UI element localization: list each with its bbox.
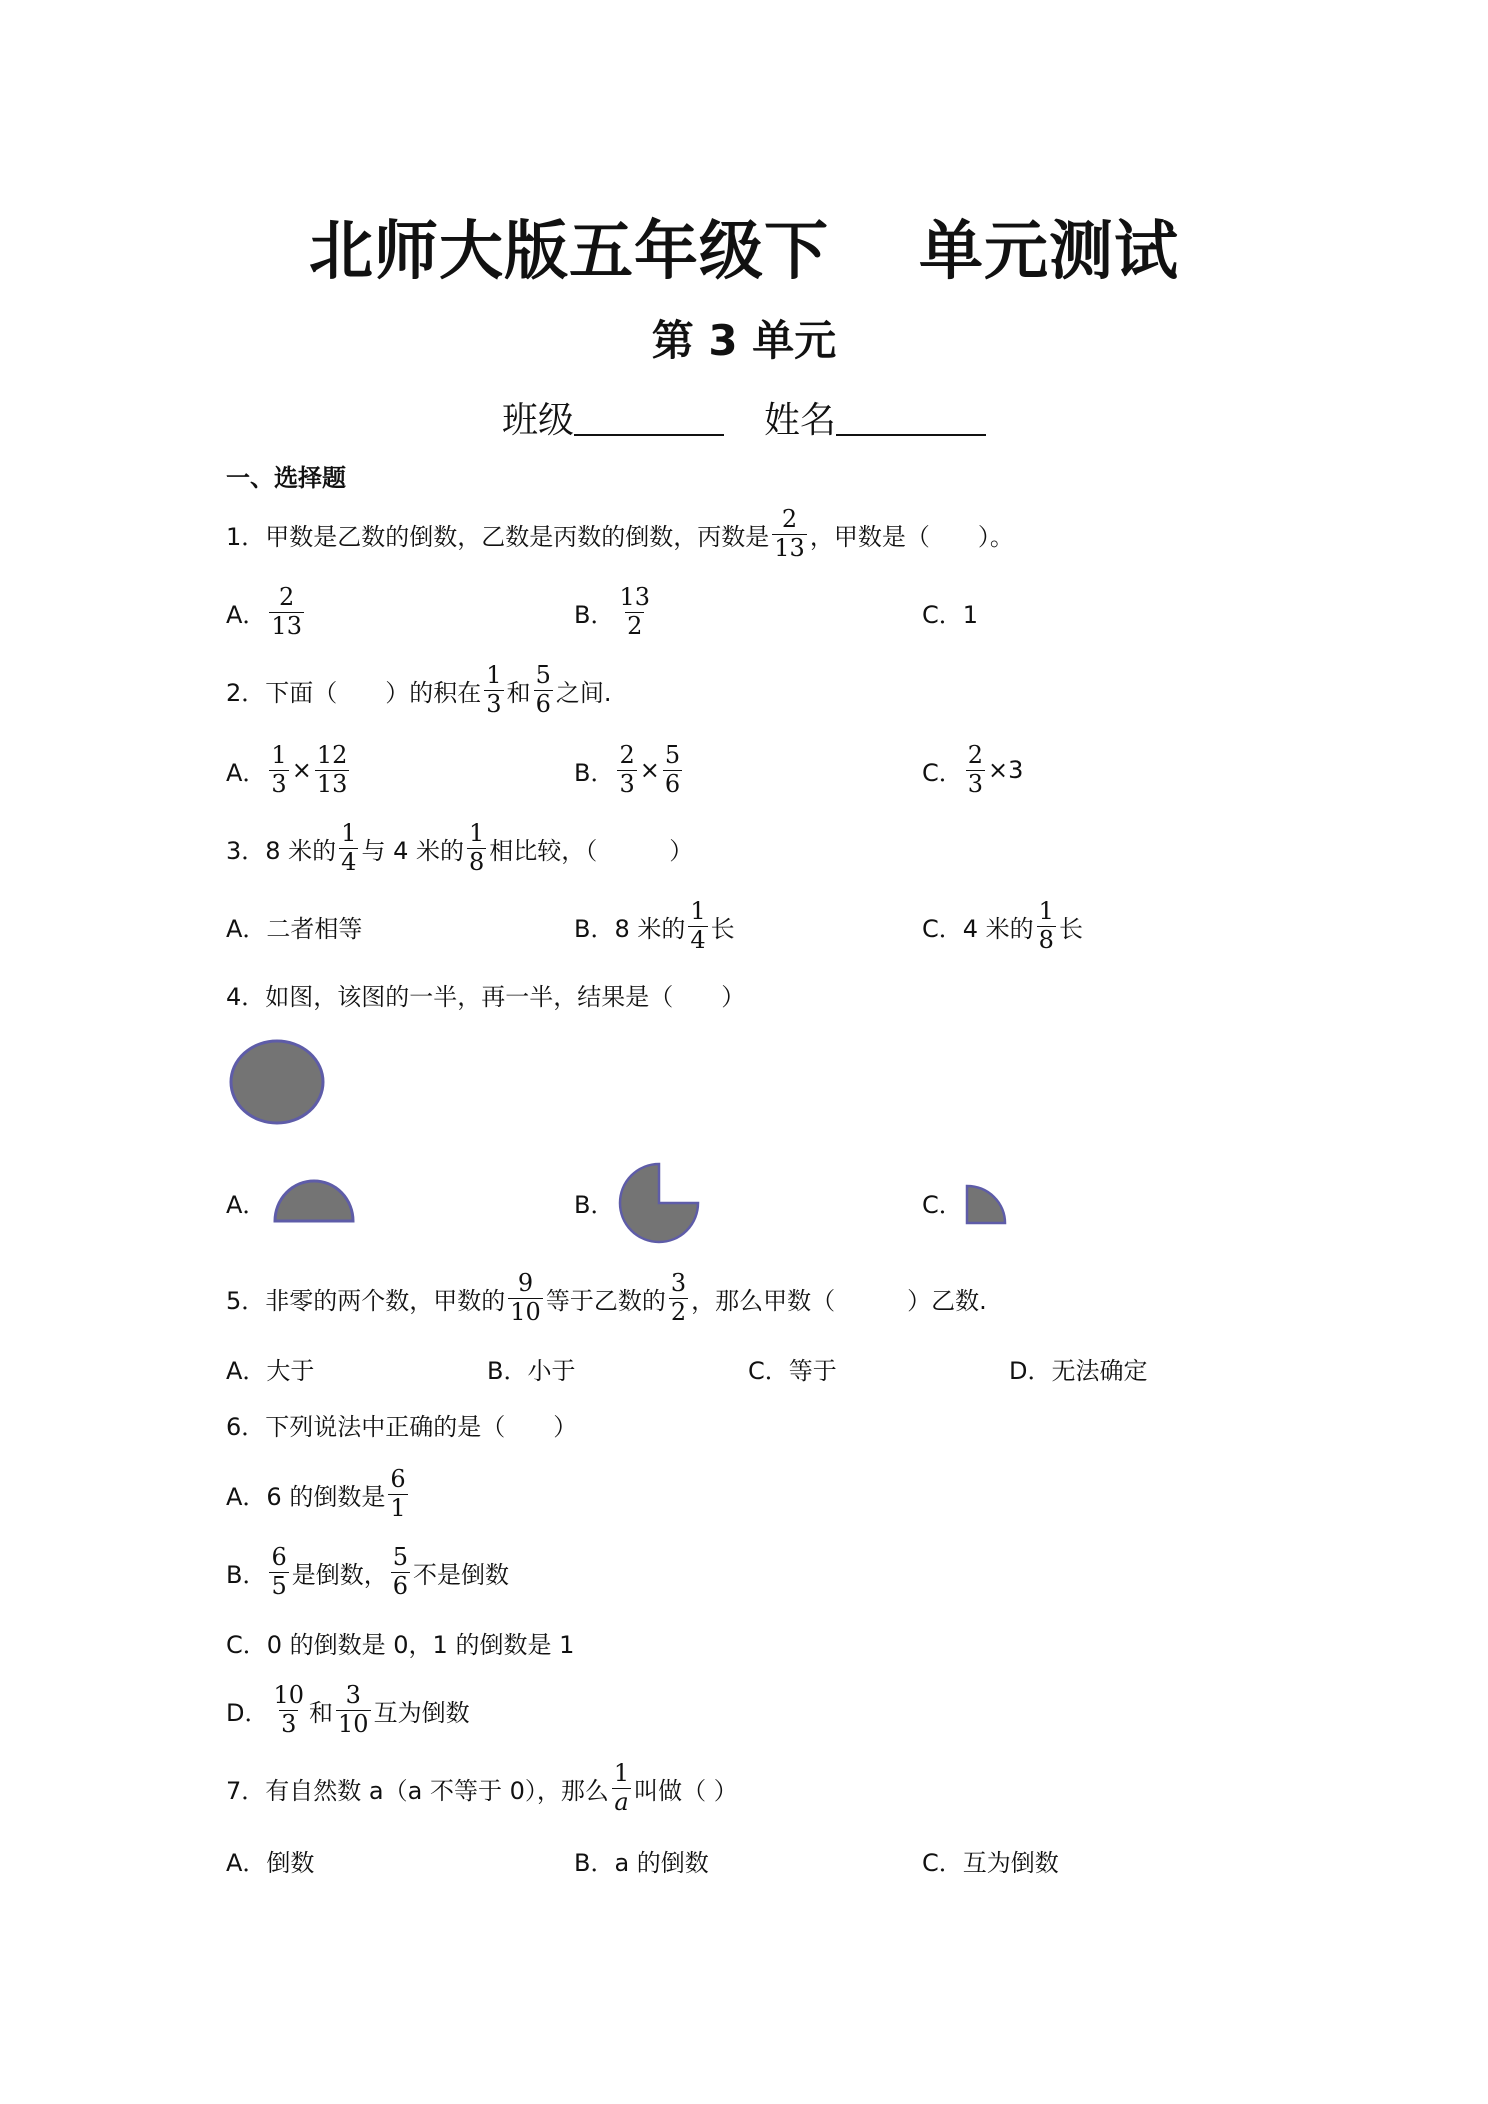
text-segment: 1．甲数是乙数的倒数，乙数是丙数的倒数，丙数是 — [226, 522, 770, 551]
text-segment: B．小于 — [487, 1356, 576, 1385]
fraction-denominator: a — [614, 1787, 629, 1816]
fraction-denominator: 13 — [774, 533, 805, 562]
fraction — [669, 1270, 688, 1326]
fraction-denominator: 10 — [510, 1297, 541, 1326]
text-segment: C．4 米的 — [922, 914, 1034, 943]
text-segment: 和 — [506, 678, 531, 707]
fraction-denominator: 13 — [316, 769, 348, 798]
text-segment: 叫做（ ） — [634, 1776, 738, 1805]
fraction-numerator: 2 — [619, 740, 635, 769]
fraction — [617, 584, 652, 640]
class-blank[interactable] — [574, 400, 724, 436]
section-heading: 一、选择题 — [226, 464, 346, 492]
text-segment: × — [291, 756, 312, 784]
fraction-denominator: 3 — [619, 769, 635, 798]
q5-option-c[interactable] — [748, 1338, 837, 1398]
question-4: 4．如图，该图的一半，再一半，结果是（ ） — [226, 982, 746, 1011]
fraction-denominator: 6 — [392, 1571, 409, 1600]
q6-option-a[interactable] — [226, 1464, 411, 1524]
fraction-numerator: 1 — [1038, 896, 1054, 925]
text-segment: 之间. — [555, 678, 612, 707]
q3-option-b[interactable] — [574, 896, 735, 956]
text-segment: B． — [226, 1560, 267, 1589]
text-segment: C． — [922, 758, 963, 787]
fraction — [467, 820, 486, 876]
q6-option-b[interactable] — [226, 1542, 509, 1602]
text-segment: C．等于 — [748, 1356, 837, 1385]
text-segment: A．二者相等 — [226, 914, 363, 943]
q7-option-a[interactable] — [226, 1830, 314, 1890]
fraction-numerator: 1 — [271, 740, 287, 769]
text-segment: 3．8 米的 — [226, 836, 337, 865]
fraction — [388, 1466, 407, 1522]
q7-option-c[interactable] — [922, 1830, 1059, 1890]
fraction-numerator: 12 — [316, 740, 348, 769]
text-segment: × — [639, 756, 660, 784]
text-segment: A． — [226, 758, 267, 787]
text-segment: 长 — [1058, 914, 1083, 943]
text-segment: A．倒数 — [226, 1848, 315, 1877]
fraction — [269, 1544, 288, 1600]
fraction — [508, 1270, 543, 1326]
fraction — [1037, 898, 1056, 954]
fraction-denominator: 8 — [1038, 925, 1054, 954]
text-segment: B．a 的倒数 — [574, 1848, 709, 1877]
fraction — [612, 1760, 631, 1816]
q3-option-a[interactable] — [226, 896, 362, 956]
q3-option-c[interactable] — [922, 896, 1083, 956]
fraction — [315, 742, 350, 798]
class-label: 班级 — [501, 400, 574, 441]
text-segment: ，甲数是（ ）。 — [809, 522, 1014, 551]
text-segment: C．1 — [922, 600, 979, 629]
text-segment: C．0 的倒数是 0，1 的倒数是 1 — [226, 1630, 575, 1659]
fraction-numerator: 13 — [619, 582, 651, 611]
fraction-numerator: 5 — [535, 660, 551, 689]
text-segment: A．大于 — [226, 1356, 315, 1385]
fraction — [484, 662, 503, 718]
fraction — [339, 820, 358, 876]
fraction-numerator: 10 — [273, 1680, 305, 1709]
fraction-numerator: 1 — [341, 818, 357, 847]
q6-option-c[interactable] — [226, 1612, 574, 1672]
text-segment: 7．有自然数 a（a 不等于 0），那么 — [226, 1776, 609, 1805]
question-6: 6．下列说法中正确的是（ ） — [226, 1412, 578, 1441]
fraction-denominator: 13 — [271, 611, 302, 640]
fraction — [534, 662, 553, 718]
name-blank[interactable] — [836, 400, 986, 436]
student-info — [0, 392, 1488, 443]
fraction-denominator: 3 — [486, 689, 502, 718]
fraction — [336, 1682, 371, 1738]
text-segment: A．6 的倒数是 — [226, 1482, 386, 1511]
fraction-denominator: 6 — [664, 769, 681, 798]
text-segment: 是倒数， — [291, 1560, 388, 1589]
text-segment: 长 — [710, 914, 735, 943]
full-circle-figure — [228, 1038, 328, 1126]
text-segment: 等于乙数的 — [545, 1286, 666, 1315]
text-segment: A． — [226, 1190, 267, 1219]
text-segment: 2．下面（ ）的积在 — [226, 678, 482, 707]
fraction-denominator: 1 — [390, 1493, 406, 1522]
fraction-denominator: 2 — [627, 611, 643, 640]
fraction-numerator: 3 — [345, 1680, 361, 1709]
fraction-numerator: 1 — [468, 818, 485, 847]
fraction — [269, 584, 304, 640]
fraction-denominator: 4 — [690, 925, 706, 954]
text-segment: B．8 米的 — [574, 914, 686, 943]
fraction-numerator: 1 — [613, 1758, 630, 1787]
q1-option-c[interactable] — [922, 582, 978, 642]
text-segment: B． — [574, 600, 615, 629]
fraction — [688, 898, 707, 954]
q2-option-a[interactable] — [226, 740, 352, 800]
fraction-numerator: 1 — [486, 660, 502, 689]
fraction-denominator: 10 — [338, 1709, 369, 1738]
text-segment: 不是倒数 — [413, 1560, 510, 1589]
page-title: 北师大版五年级下 单元测试 — [309, 215, 1179, 289]
three-quarter-circle-figure[interactable] — [616, 1160, 704, 1248]
fraction — [772, 506, 807, 562]
fraction — [271, 1682, 306, 1738]
fraction-denominator: 4 — [341, 847, 357, 876]
q1-option-b[interactable] — [574, 582, 655, 642]
q7-option-b[interactable] — [574, 1830, 709, 1890]
text-segment: 和 — [309, 1698, 334, 1727]
question-7 — [226, 1758, 738, 1818]
question-2 — [226, 660, 611, 720]
text-segment: B． — [574, 1190, 615, 1219]
fraction-denominator: 3 — [967, 769, 984, 798]
text-segment: D． — [226, 1698, 269, 1727]
text-segment: 相比较，（ ） — [489, 836, 694, 865]
fraction-denominator: 3 — [281, 1709, 297, 1738]
fraction-numerator: 3 — [670, 1268, 687, 1297]
text-segment: C． — [922, 1190, 963, 1219]
fraction-numerator: 5 — [392, 1542, 409, 1571]
fraction-denominator: 5 — [271, 1571, 287, 1600]
text-segment: 互为倒数 — [373, 1698, 470, 1727]
name-label: 姓名 — [764, 400, 837, 441]
q1-option-a[interactable] — [226, 582, 307, 642]
q5-option-a[interactable] — [226, 1338, 314, 1398]
q2-option-c[interactable] — [922, 740, 1023, 800]
text-segment: C．互为倒数 — [922, 1848, 1059, 1877]
fraction-numerator: 2 — [781, 504, 798, 533]
fraction-denominator: 3 — [271, 769, 287, 798]
fraction — [391, 1544, 410, 1600]
fraction — [617, 742, 636, 798]
unit-subtitle: 第 3 单元 — [651, 316, 837, 365]
fraction-numerator: 1 — [690, 896, 706, 925]
text-segment: A． — [226, 600, 267, 629]
fraction-numerator: 9 — [517, 1268, 534, 1297]
fraction-numerator: 2 — [279, 582, 295, 611]
q5-option-b[interactable] — [487, 1338, 575, 1398]
q5-option-d[interactable] — [1009, 1338, 1147, 1398]
q4-option-a[interactable] — [226, 1172, 266, 1232]
fraction — [269, 742, 288, 798]
fraction-numerator: 5 — [664, 740, 681, 769]
fraction-denominator: 6 — [535, 689, 551, 718]
fraction-numerator: 6 — [271, 1542, 287, 1571]
fraction — [663, 742, 682, 798]
q4-option-c[interactable] — [922, 1172, 963, 1232]
text-segment: D．无法确定 — [1009, 1356, 1148, 1385]
text-segment: 5．非零的两个数，甲数的 — [226, 1286, 506, 1315]
question-1 — [226, 504, 1014, 564]
text-segment: ×3 — [988, 756, 1024, 784]
quarter-circle-figure[interactable] — [964, 1182, 1010, 1226]
fraction-numerator: 6 — [390, 1464, 406, 1493]
fraction-denominator: 8 — [468, 847, 485, 876]
fraction-numerator: 2 — [967, 740, 984, 769]
fraction-denominator: 2 — [670, 1297, 687, 1326]
q4-option-b[interactable] — [574, 1172, 614, 1232]
q6-option-d[interactable] — [226, 1680, 470, 1740]
text-segment: ，那么甲数（ ）乙数. — [691, 1286, 987, 1315]
question-5 — [226, 1268, 987, 1328]
text-segment: 与 4 米的 — [361, 836, 464, 865]
question-3 — [226, 818, 693, 878]
fraction — [966, 742, 985, 798]
q2-option-b[interactable] — [574, 740, 685, 800]
text-segment: B． — [574, 758, 615, 787]
half-circle-figure[interactable] — [272, 1176, 356, 1224]
